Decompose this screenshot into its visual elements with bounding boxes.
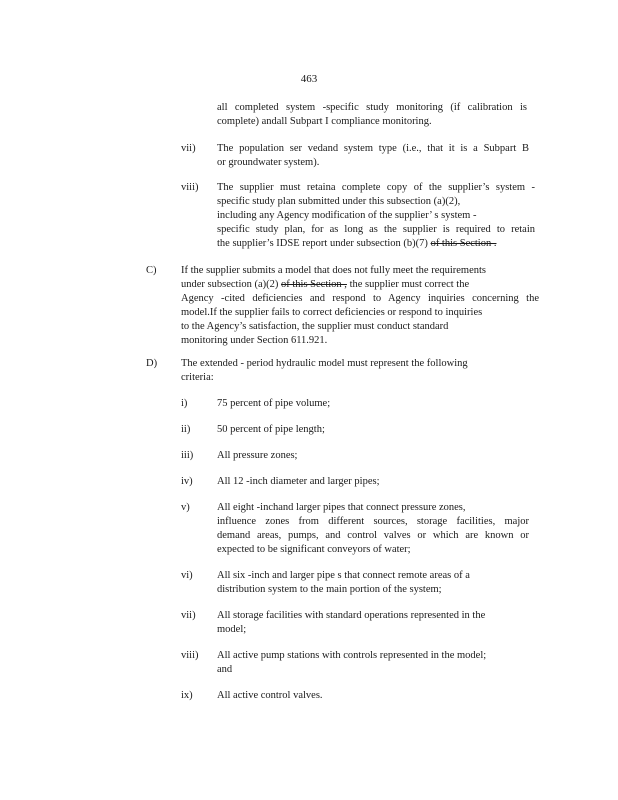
text-line: all completed system -specific study monitoring (if calibration is	[217, 102, 527, 113]
text-line: All six -inch and larger pipe s that connect remote areas of a	[217, 570, 470, 581]
text-line: influence zones from different sources, storage facilities, major	[217, 516, 529, 527]
text-line: The supplier must retaina complete copy of the supplier’s system -	[217, 182, 535, 193]
text-line: demand areas, pumps, and control valves or which are known or	[217, 530, 529, 541]
text-line: criteria:	[181, 372, 214, 383]
item-paragraph	[217, 397, 537, 411]
text-line: 50 percent of pipe length;	[217, 424, 325, 435]
text-line: complete) andall Subpart I compliance monitoring.	[217, 116, 432, 127]
item-marker: i)	[181, 398, 188, 409]
item-paragraph	[217, 649, 537, 677]
text-line: All storage facilities with standard operations represented in the	[217, 610, 486, 621]
section-paragraph	[181, 357, 511, 385]
text-line	[181, 278, 539, 292]
item-marker: ii)	[181, 424, 191, 435]
text-line: specific study plan submitted under this subsection (a)(2),	[217, 196, 461, 207]
text-line: All active pump stations with controls represented in the model;	[217, 650, 487, 661]
page-number: 463	[300, 73, 318, 85]
text-line: or groundwater system).	[217, 157, 320, 168]
text-line: monitoring under Section 611.921.	[181, 335, 328, 346]
item-marker: vii)	[181, 143, 196, 154]
section-marker: D)	[146, 358, 158, 369]
item-paragraph	[217, 449, 537, 463]
text-line: model.If the supplier fails to correct deficiencies or respond to inquiries	[181, 307, 483, 318]
item-marker: vii)	[181, 610, 196, 621]
item-paragraph	[217, 142, 529, 170]
text-line: and	[217, 664, 233, 675]
text-line: model;	[217, 624, 247, 635]
item-marker: iv)	[181, 476, 193, 487]
item-paragraph	[217, 423, 537, 437]
text-line: including any Agency modification of the supplier’ s system -	[217, 210, 477, 221]
text-line	[217, 237, 535, 251]
text-segment: under subsection (a)(2)	[181, 279, 282, 290]
item-marker: ix)	[181, 690, 193, 701]
text-line: All 12 -inch diameter and larger pipes;	[217, 476, 380, 487]
struck-text: of this Section .	[430, 238, 497, 249]
text-line: to the Agency’s satisfaction, the supplier must conduct standard	[181, 321, 449, 332]
item-paragraph	[217, 569, 537, 597]
continuation-paragraph	[217, 101, 527, 129]
text-line: The population ser vedand system type (i.e., that it is a Subpart B	[217, 143, 529, 154]
item-paragraph	[217, 609, 537, 637]
item-marker: vi)	[181, 570, 193, 581]
text-line: All pressure zones;	[217, 450, 298, 461]
section-marker: C)	[146, 265, 157, 276]
text-line: If the supplier submits a model that does not fully meet the requirements	[181, 265, 487, 276]
item-marker: viii)	[181, 650, 199, 661]
text-line: The extended - period hydraulic model must represent the following	[181, 358, 468, 369]
text-segment: the supplier must correct the	[346, 279, 470, 290]
text-segment: the supplier’s IDSE report under subsection (b)(7)	[217, 238, 431, 249]
item-marker: v)	[181, 502, 190, 513]
text-line: distribution system to the main portion of the system;	[217, 584, 442, 595]
item-paragraph	[217, 181, 535, 251]
text-line: specific study plan, for as long as the supplier is required to retain	[217, 224, 535, 235]
item-paragraph	[217, 475, 537, 489]
item-marker: viii)	[181, 182, 199, 193]
text-line: All eight -inchand larger pipes that connect pressure zones,	[217, 502, 466, 513]
item-paragraph	[217, 689, 537, 703]
text-line: expected to be significant conveyors of water;	[217, 544, 411, 555]
text-line: All active control valves.	[217, 690, 323, 701]
text-line: Agency -cited deficiencies and respond to Agency inquiries concerning the	[181, 293, 539, 304]
item-paragraph	[217, 501, 529, 557]
item-marker: iii)	[181, 450, 194, 461]
struck-text: of this Section ,	[281, 279, 347, 290]
section-paragraph	[181, 264, 539, 348]
text-line: 75 percent of pipe volume;	[217, 398, 331, 409]
